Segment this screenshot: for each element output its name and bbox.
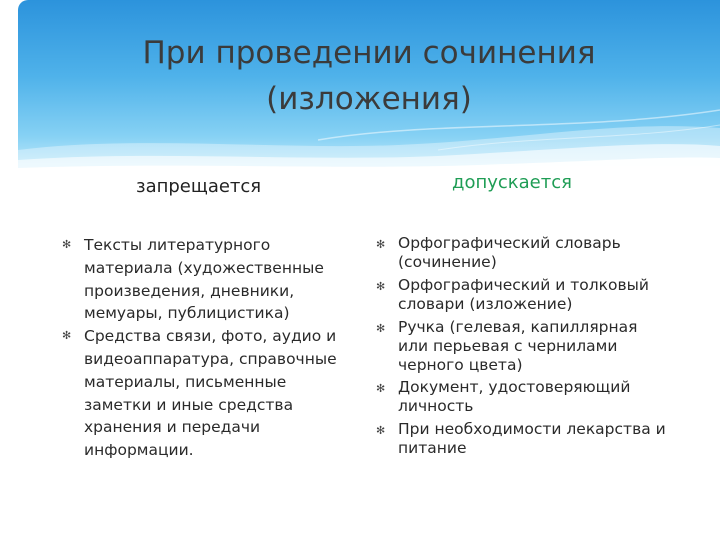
forbidden-heading: запрещается [136, 176, 262, 197]
list-item-text: Тексты литературного материала (художественные произведения, дневники, мемуары, публицистика) [84, 236, 324, 323]
title-line-2: (изложения) [266, 81, 472, 117]
title-line-1: При проведении сочинения [142, 35, 596, 71]
list-item-text: Орфографический и толковый словари (изложение) [398, 275, 649, 313]
snowflake-bullet-icon: ✻ [376, 321, 386, 335]
allowed-heading: допускается [452, 172, 572, 193]
list-item [64, 234, 354, 325]
page-title [18, 30, 720, 122]
list-item-text: Средства связи, фото, аудио и видеоаппаратура, справочные материалы, письменные заметки и иные средства хранения и передачи информации. [84, 327, 337, 460]
snowflake-bullet-icon: ✻ [376, 279, 386, 293]
title-banner [18, 0, 720, 170]
snowflake-bullet-icon: ✻ [376, 424, 386, 438]
list-item-text: Документ, удостоверяющий личность [398, 378, 631, 416]
list-item [378, 378, 668, 416]
snowflake-bullet-icon: ✻ [62, 238, 72, 251]
list-item [378, 276, 668, 314]
list-item [64, 325, 354, 462]
snowflake-bullet-icon: ✻ [376, 382, 386, 396]
list-item [378, 420, 668, 458]
snowflake-bullet-icon: ✻ [62, 329, 72, 343]
list-item-text: Орфографический словарь (сочинение) [398, 234, 621, 271]
allowed-list [378, 234, 668, 462]
list-item-text: Ручка (гелевая, капиллярная или перьевая с чернилами черного цвета) [398, 317, 638, 374]
list-item [378, 318, 668, 375]
list-item-text: При необходимости лекарства и питание [398, 420, 666, 458]
snowflake-bullet-icon: ✻ [376, 238, 386, 251]
list-item [378, 234, 668, 272]
forbidden-list [64, 234, 354, 462]
